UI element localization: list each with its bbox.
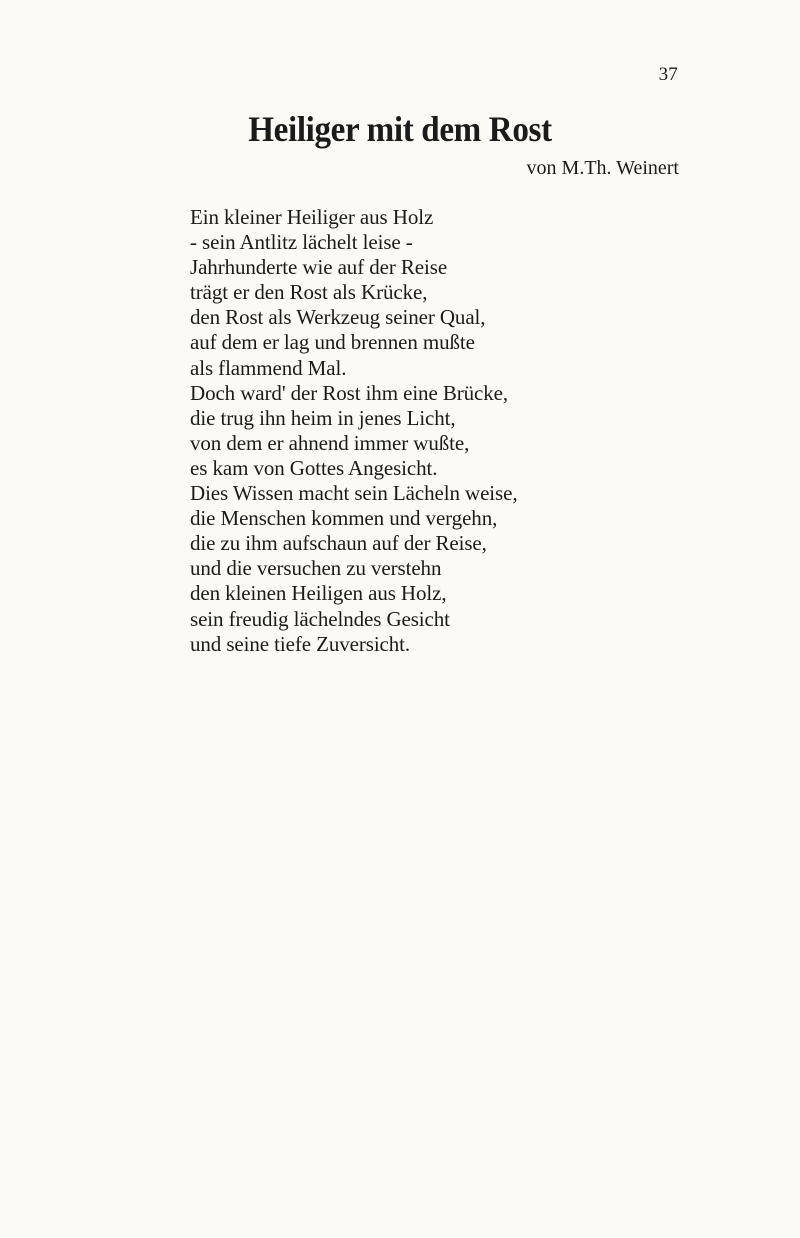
- poem-line: es kam von Gottes Angesicht.: [190, 455, 438, 480]
- poem-line: den Rost als Werkzeug seiner Qual,: [190, 305, 486, 330]
- poem-line: auf dem er lag und brennen mußte: [190, 330, 475, 355]
- poem-title: Heiliger mit dem Rost: [248, 109, 552, 149]
- poem-line: den kleinen Heiligen aus Holz,: [190, 581, 447, 606]
- poem-line: Doch ward' der Rost ihm eine Brücke,: [190, 380, 509, 405]
- poem-line: trägt er den Rost als Krücke,: [190, 280, 428, 305]
- poem-line: Dies Wissen macht sein Lächeln weise,: [190, 481, 518, 506]
- poem-line: und die versuchen zu verstehn: [190, 556, 442, 581]
- poem-line: als flammend Mal.: [190, 355, 347, 380]
- poem-line: sein freudig lächelndes Gesicht: [190, 606, 450, 631]
- poem-text: [190, 205, 550, 657]
- poem-line: - sein Antlitz lächelt leise -: [190, 230, 413, 255]
- poem-author: von M.Th. Weinert: [526, 157, 679, 179]
- poem-line: Ein kleiner Heiliger aus Holz: [190, 205, 434, 229]
- poem-line: und seine tiefe Zuversicht.: [190, 631, 411, 656]
- poem-line: Jahrhunderte wie auf der Reise: [190, 255, 448, 280]
- poem-line: die trug ihn heim in jenes Licht,: [190, 405, 456, 430]
- poem-line: die Menschen kommen und vergehn,: [190, 506, 498, 531]
- page-number: 37: [658, 64, 678, 85]
- poem-line: von dem er ahnend immer wußte,: [190, 430, 470, 455]
- poem-line: die zu ihm aufschaun auf der Reise,: [190, 531, 487, 556]
